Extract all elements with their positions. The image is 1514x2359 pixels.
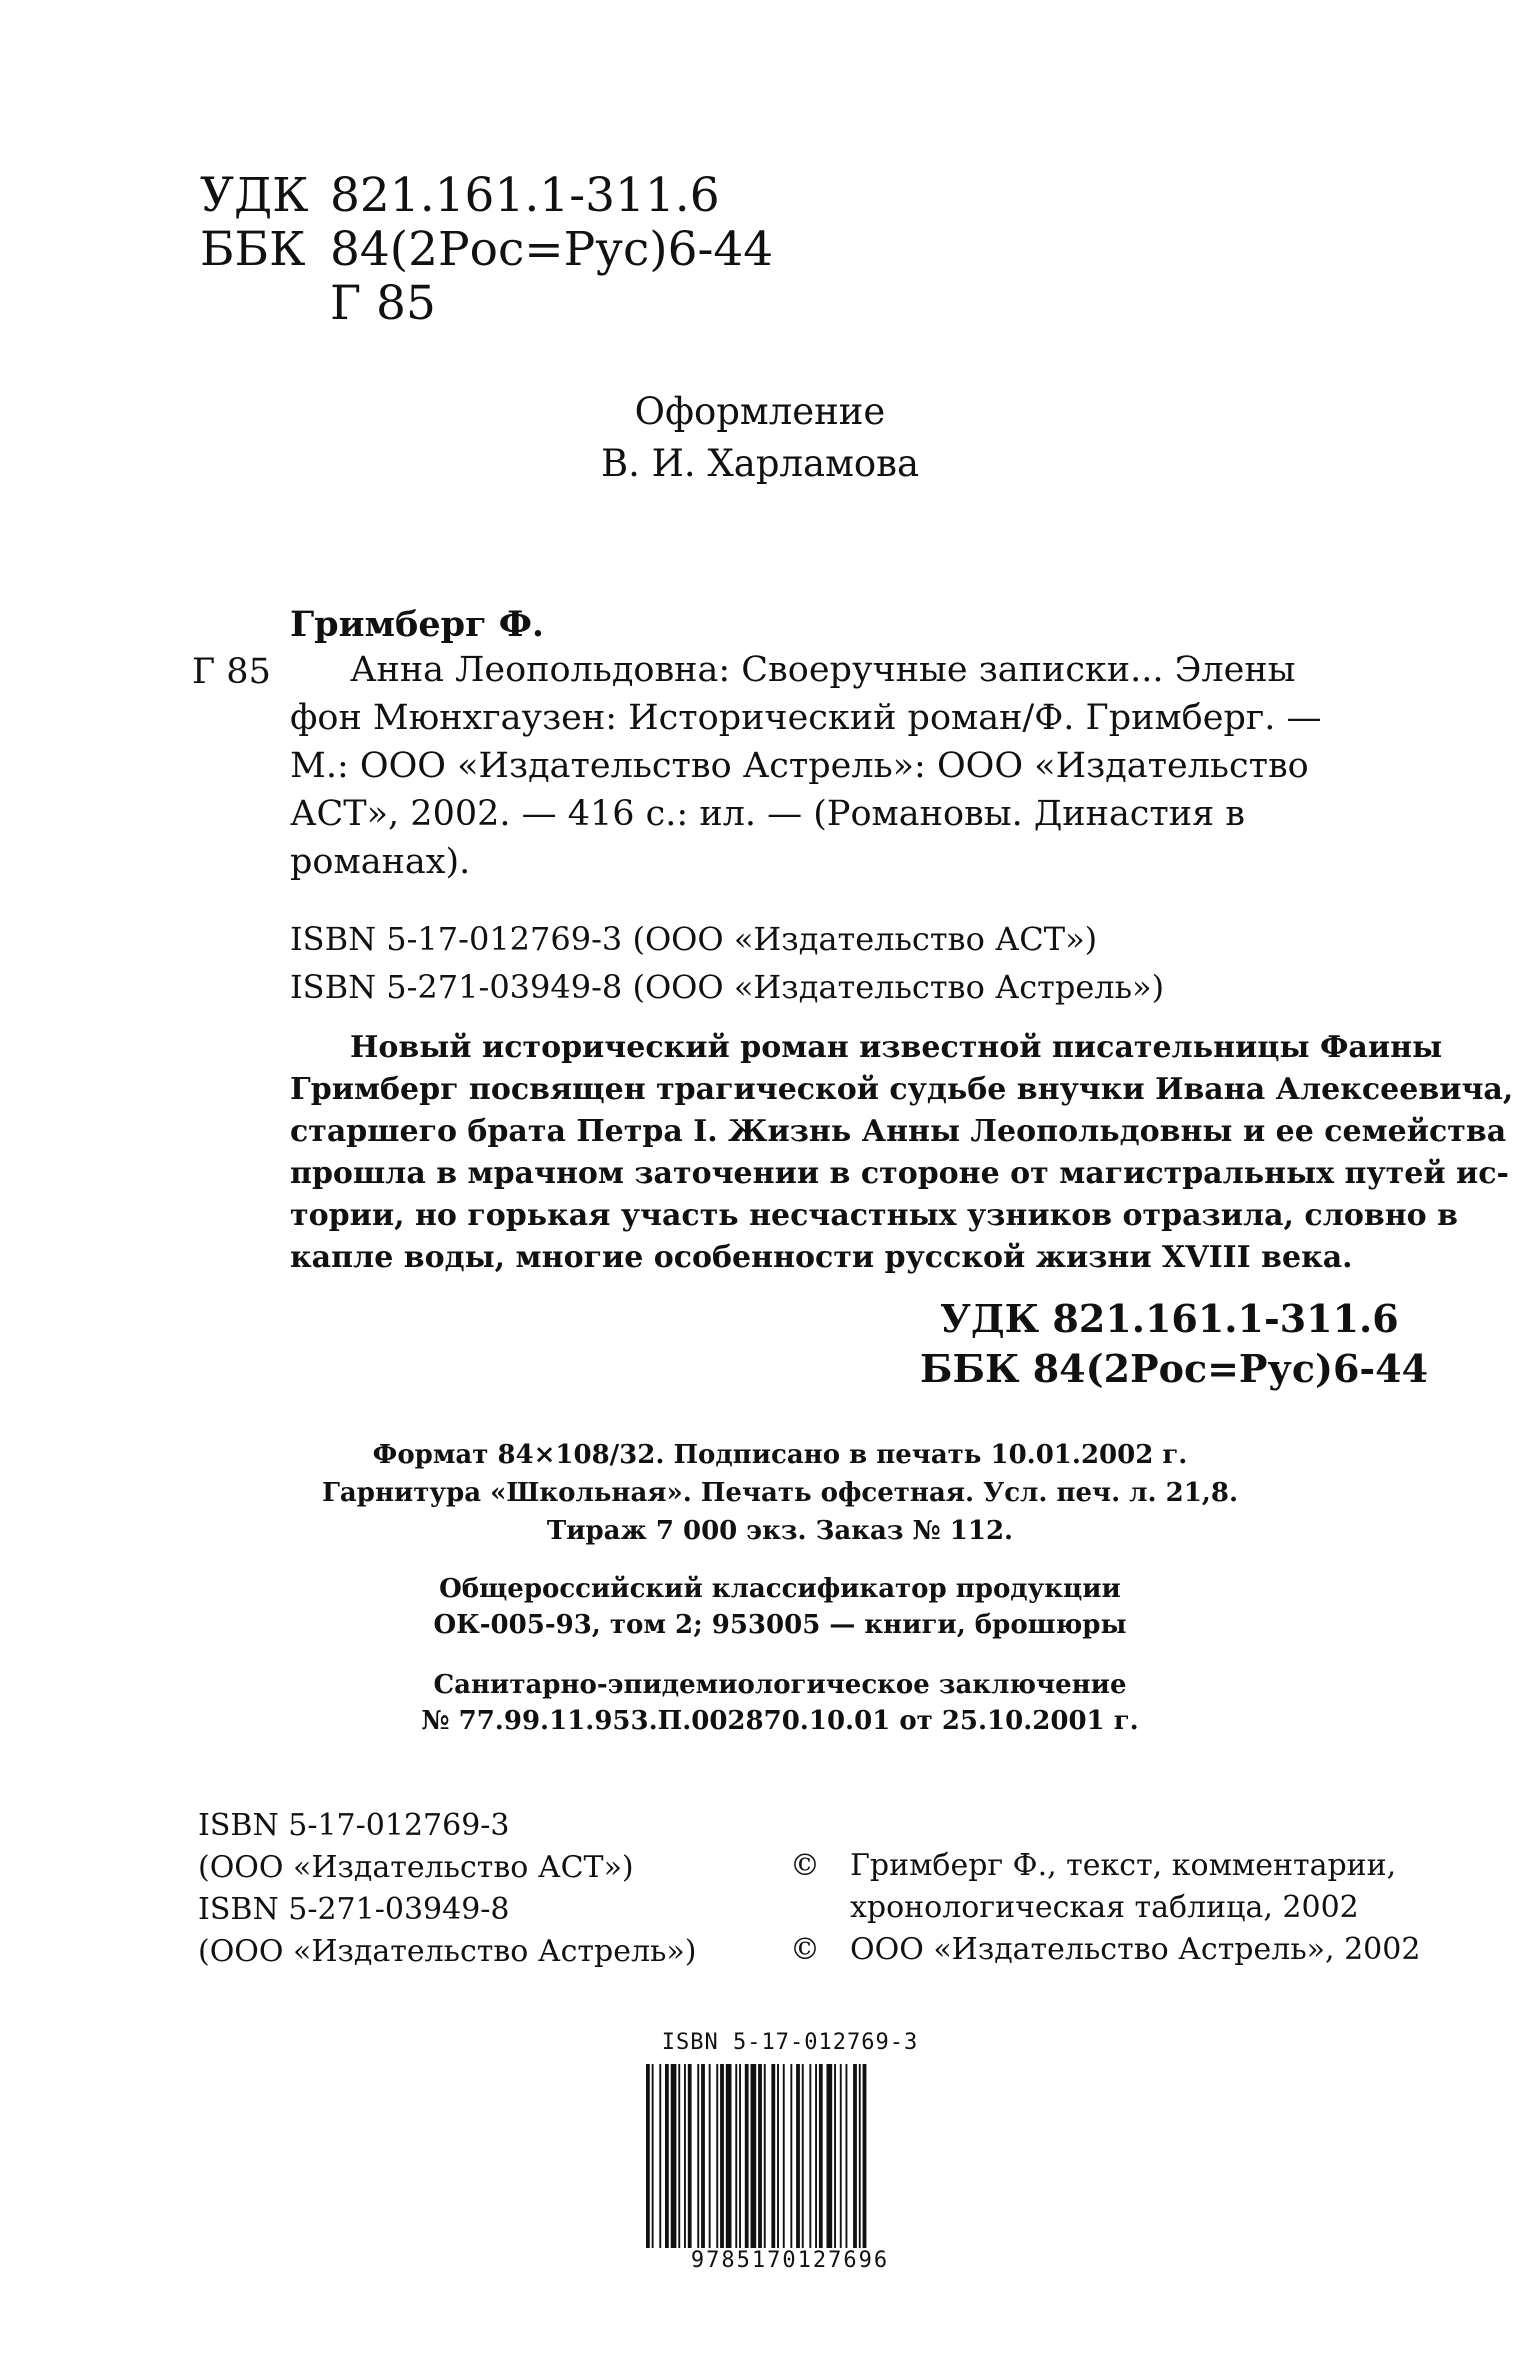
udk-label: УДК [200,168,309,223]
bib-line-2: фон Мюнхгаузен: Исторический роман/Ф. Гримберг. — [290,698,1322,738]
annotation-line-1: Новый исторический роман известной писательницы Фаины [350,1030,1443,1065]
isbn-block-2: (ООО «Издательство АСТ») [198,1850,634,1885]
copyright-line-2: хронологическая таблица, 2002 [850,1890,1359,1925]
copyright-icon: © [790,1848,820,1883]
bib-mark: Г 85 [192,652,271,692]
bib-isbn-1: ISBN 5-17-012769-3 (ООО «Издательство АСТ») [290,920,1098,958]
imprint-sanitary: Санитарно-эпидемиологическое заключение [433,1670,1127,1700]
bib-line-1: Анна Леопольдовна: Своеручные записки... Элены [350,650,1296,690]
copyright-icon-2: © [790,1932,820,1967]
barcode [640,2030,940,2280]
isbn-block-1: ISBN 5-17-012769-3 [198,1808,510,1843]
imprint-print-run: Тираж 7 000 экз. Заказ № 112. [546,1516,1014,1546]
copyright-line-3: ООО «Издательство Астрель», 2002 [850,1932,1421,1967]
design-author: В. И. Харламова [600,442,920,485]
barcode-isbn-text: ISBN 5-17-012769-3 [661,2030,919,2055]
bbk-label: ББК [200,222,306,277]
annotation-line-6: капле воды, многие особенности русской жизни XVIII века. [290,1240,1353,1275]
udk-right: УДК 821.161.1-311.6 [940,1296,1399,1341]
imprint-sanitary-number: № 77.99.11.953.П.002870.10.01 от 25.10.2001 г. [421,1706,1139,1736]
annotation-line-2: Гримберг посвящен трагической судьбе внучки Ивана Алексеевича, [290,1072,1514,1107]
bib-line-5: романах). [290,842,471,882]
bib-author: Гримберг Ф. [290,604,545,645]
bib-line-3: М.: ООО «Издательство Астрель»: ООО «Издательство [290,746,1309,786]
annotation-line-5: тории, но горькая участь несчастных узников отразила, словно в [290,1198,1458,1233]
imprint-classifier-code: ОК-005-93, том 2; 953005 — книги, брошюры [433,1610,1127,1640]
author-mark: Г 85 [330,276,436,331]
imprint-format: Формат 84×108/32. Подписано в печать 10.01.2002 г. [372,1440,1188,1470]
copyright-line-1: Гримберг Ф., текст, комментарии, [850,1848,1397,1883]
bib-line-4: АСТ», 2002. — 416 с.: ил. — (Романовы. Династия в [290,794,1246,834]
barcode-number: 9785170127696 [640,2248,940,2273]
udk-value: 821.161.1-311.6 [330,168,720,223]
annotation-line-4: прошла в мрачном заточении в стороне от магистральных путей ис- [290,1156,1509,1191]
bbk-value: 84(2Рос=Рус)6-44 [330,222,774,277]
design-label: Оформление [634,390,886,433]
imprint-classifier: Общероссийский классификатор продукции [439,1574,1121,1604]
barcode-bars-icon [644,2064,936,2264]
bib-isbn-2: ISBN 5-271-03949-8 (ООО «Издательство Астрель») [290,968,1165,1006]
bbk-right: ББК 84(2Рос=Рус)6-44 [920,1346,1429,1391]
annotation-line-3: старшего брата Петра I. Жизнь Анны Леопольдовны и ее семейства [290,1114,1507,1149]
imprint-typeface: Гарнитура «Школьная». Печать офсетная. Усл. печ. л. 21,8. [321,1478,1238,1508]
isbn-block-4: (ООО «Издательство Астрель») [198,1934,697,1969]
isbn-block-3: ISBN 5-271-03949-8 [198,1892,510,1927]
